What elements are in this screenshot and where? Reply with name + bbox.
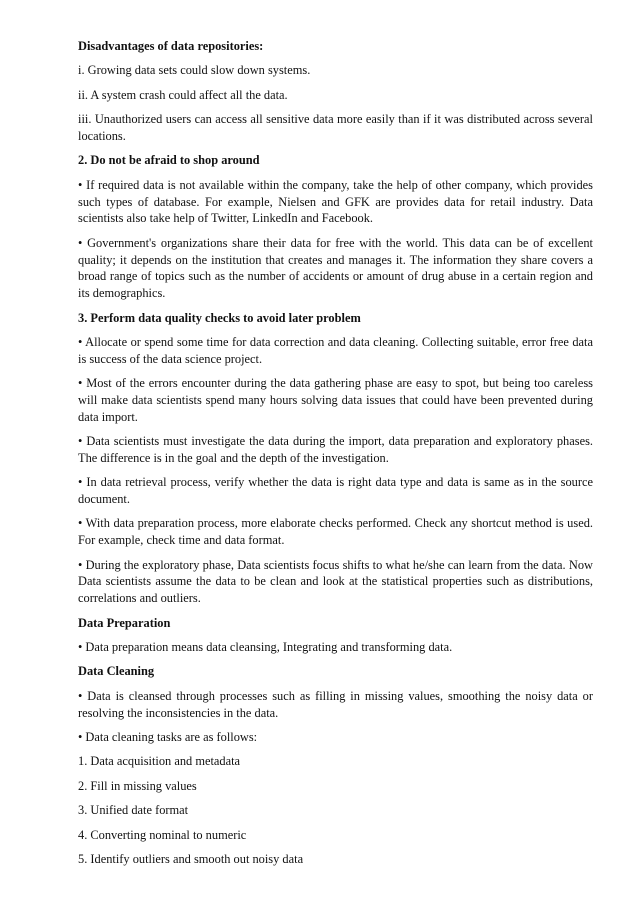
list-item: i. Growing data sets could slow down systems. bbox=[78, 63, 311, 78]
bullet-paragraph: • With data preparation process, more elaborate checks performed. Check any shortcut method is used. For example, check time and data format. bbox=[78, 516, 593, 548]
list-item: ii. A system crash could affect all the data. bbox=[78, 87, 288, 102]
section-heading: Disadvantages of data repositories: bbox=[78, 39, 264, 53]
section-heading: Data Cleaning bbox=[78, 664, 155, 679]
bullet-paragraph: • Data is cleansed through processes such as filling in missing values, smoothing the noisy data or resolving the inconsistencies in the data. bbox=[78, 688, 593, 720]
bullet-paragraph: • Data scientists must investigate the data during the import, data preparation and exploratory phases. The difference is in the goal and the depth of the investigation. bbox=[78, 434, 593, 465]
section-heading: 2. Do not be afraid to shop around bbox=[78, 153, 260, 168]
section-heading: 3. Perform data quality checks to avoid later problem bbox=[78, 310, 361, 325]
section-heading: Data Preparation bbox=[78, 615, 171, 630]
bullet-paragraph: • Most of the errors encounter during the data gathering phase are easy to spot, but being too careless will make data scientists spend many hours solving data issues that could have been prevented during data import. bbox=[78, 376, 593, 424]
bullet-paragraph: • In data retrieval process, verify whether the data is right data type and data is same as in the source document. bbox=[78, 475, 593, 507]
bullet-paragraph: • If required data is not available within the company, take the help of other company, which provides such types of database. For example, Nielsen and GFK are provides data for retail industry. Data scientists also take help of Twitter, LinkedIn and Facebook. bbox=[78, 177, 593, 226]
list-item: 3. Unified date format bbox=[78, 803, 189, 818]
list-item: iii. Unauthorized users can access all sensitive data more easily than if it was distributed across several locations. bbox=[78, 112, 593, 143]
bullet-paragraph: • Allocate or spend some time for data correction and data cleaning. Collecting suitable, error free data is success of the data science project. bbox=[78, 334, 593, 366]
bullet-paragraph: • Data preparation means data cleansing, Integrating and transforming data. bbox=[78, 640, 453, 655]
bullet-paragraph: • Government's organizations share their data for free with the world. This data can be of excellent quality; it depends on the institution that creates and manages it. The information they share covers a broad range of topics such as the number of accidents or amount of drug abuse in a certain region and its demographics. bbox=[78, 235, 593, 301]
bullet-paragraph: • Data cleaning tasks are as follows: bbox=[78, 729, 258, 744]
list-item: 2. Fill in missing values bbox=[78, 778, 197, 793]
list-item: 1. Data acquisition and metadata bbox=[78, 754, 241, 769]
list-item: 5. Identify outliers and smooth out noisy data bbox=[78, 851, 304, 866]
list-item: 4. Converting nominal to numeric bbox=[78, 827, 247, 842]
bullet-paragraph: • During the exploratory phase, Data scientists focus shifts to what he/she can learn from the data. Now Data scientists assume the data to be clean and look at the statistical properties such as distributions, correlations and outliers. bbox=[78, 557, 593, 606]
